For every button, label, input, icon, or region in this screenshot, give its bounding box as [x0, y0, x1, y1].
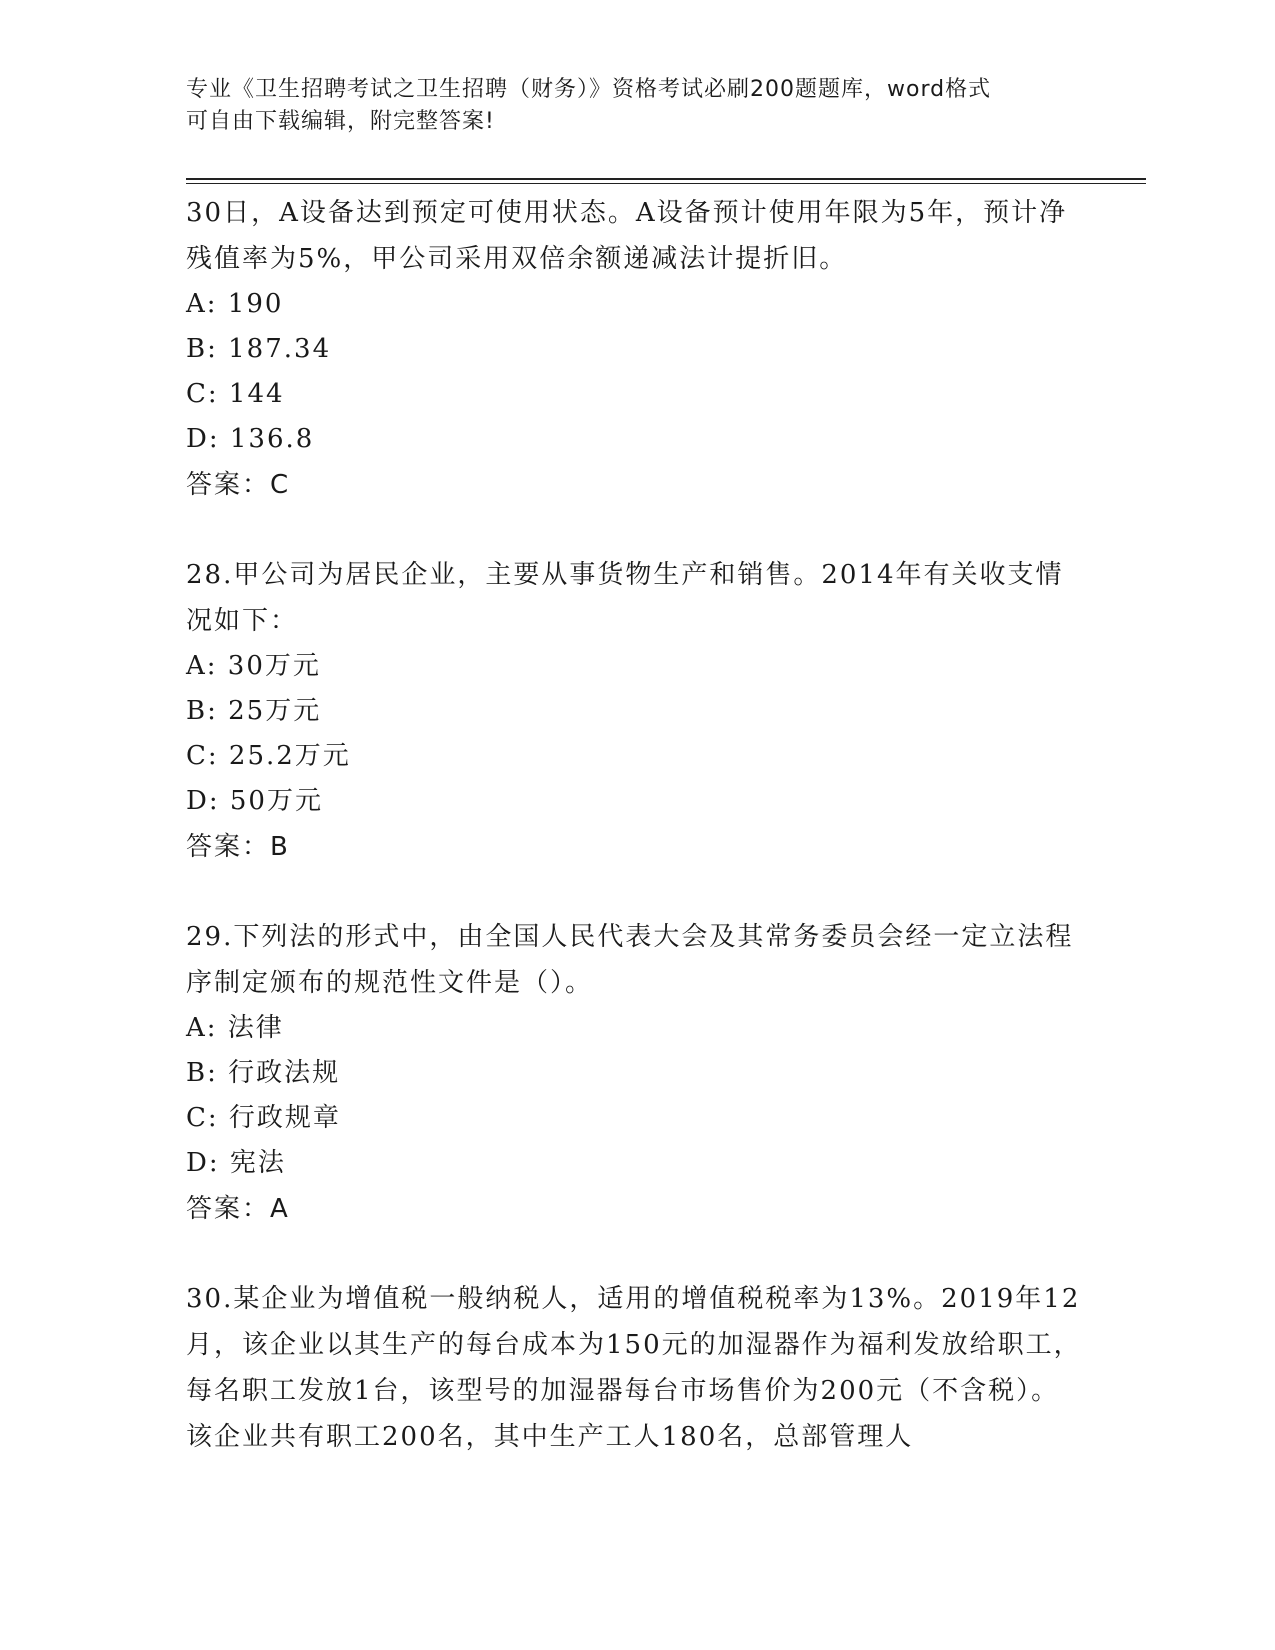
question-block — [186, 190, 1086, 508]
question-text: 28.甲公司为居民企业，主要从事货物生产和销售。2014年有关收支情况如下： — [186, 560, 1064, 636]
option-d: D: 136.8 — [186, 424, 315, 454]
question-block — [186, 914, 1086, 1232]
option-a: A: 190 — [186, 289, 284, 319]
option-b: B: 25万元 — [186, 696, 322, 726]
option-a: A: 30万元 — [186, 651, 321, 681]
question-block — [186, 552, 1086, 870]
answer-text: 答案：C — [186, 470, 291, 500]
option-a: A: 法律 — [186, 1013, 284, 1043]
option-d: D: 宪法 — [186, 1148, 286, 1178]
header-divider — [186, 178, 1146, 180]
option-c: C: 144 — [186, 379, 285, 409]
header-line-1: 专业《卫生招聘考试之卫生招聘（财务）》资格考试必刷200题题库，word格式 — [186, 77, 992, 102]
block-spacer — [186, 1232, 1086, 1276]
answer-text: 答案：A — [186, 1194, 290, 1224]
option-c: C: 行政规章 — [186, 1103, 341, 1133]
option-d: D: 50万元 — [186, 786, 323, 816]
header-divider-thin — [186, 183, 1146, 184]
option-c: C: 25.2万元 — [186, 741, 351, 771]
document-body — [186, 190, 1086, 1460]
question-block — [186, 1276, 1086, 1460]
question-text: 29.下列法的形式中，由全国人民代表大会及其常务委员会经一定立法程序制定颁布的规范性文件是（）。 — [186, 922, 1074, 998]
block-spacer — [186, 508, 1086, 552]
answer-text: 答案：B — [186, 832, 290, 862]
block-spacer — [186, 870, 1086, 914]
option-b: B: 行政法规 — [186, 1058, 341, 1088]
document-header — [186, 74, 1086, 138]
question-text: 30日，A设备达到预定可使用状态。A设备预计使用年限为5年，预计净残值率为5%，甲公司采用双倍余额递减法计提折旧。 — [186, 198, 1068, 274]
header-line-2: 可自由下载编辑，附完整答案! — [186, 109, 495, 134]
option-b: B: 187.34 — [186, 334, 332, 364]
question-text: 30.某企业为增值税一般纳税人，适用的增值税税率为13%。2019年12月，该企业以其生产的每台成本为150元的加湿器作为福利发放给职工，每名职工发放1台，该型号的加湿器每台市场售价为200元（不含税）。该企业共有职工200名，其中生产工人180名，总部管理人 — [186, 1284, 1082, 1452]
